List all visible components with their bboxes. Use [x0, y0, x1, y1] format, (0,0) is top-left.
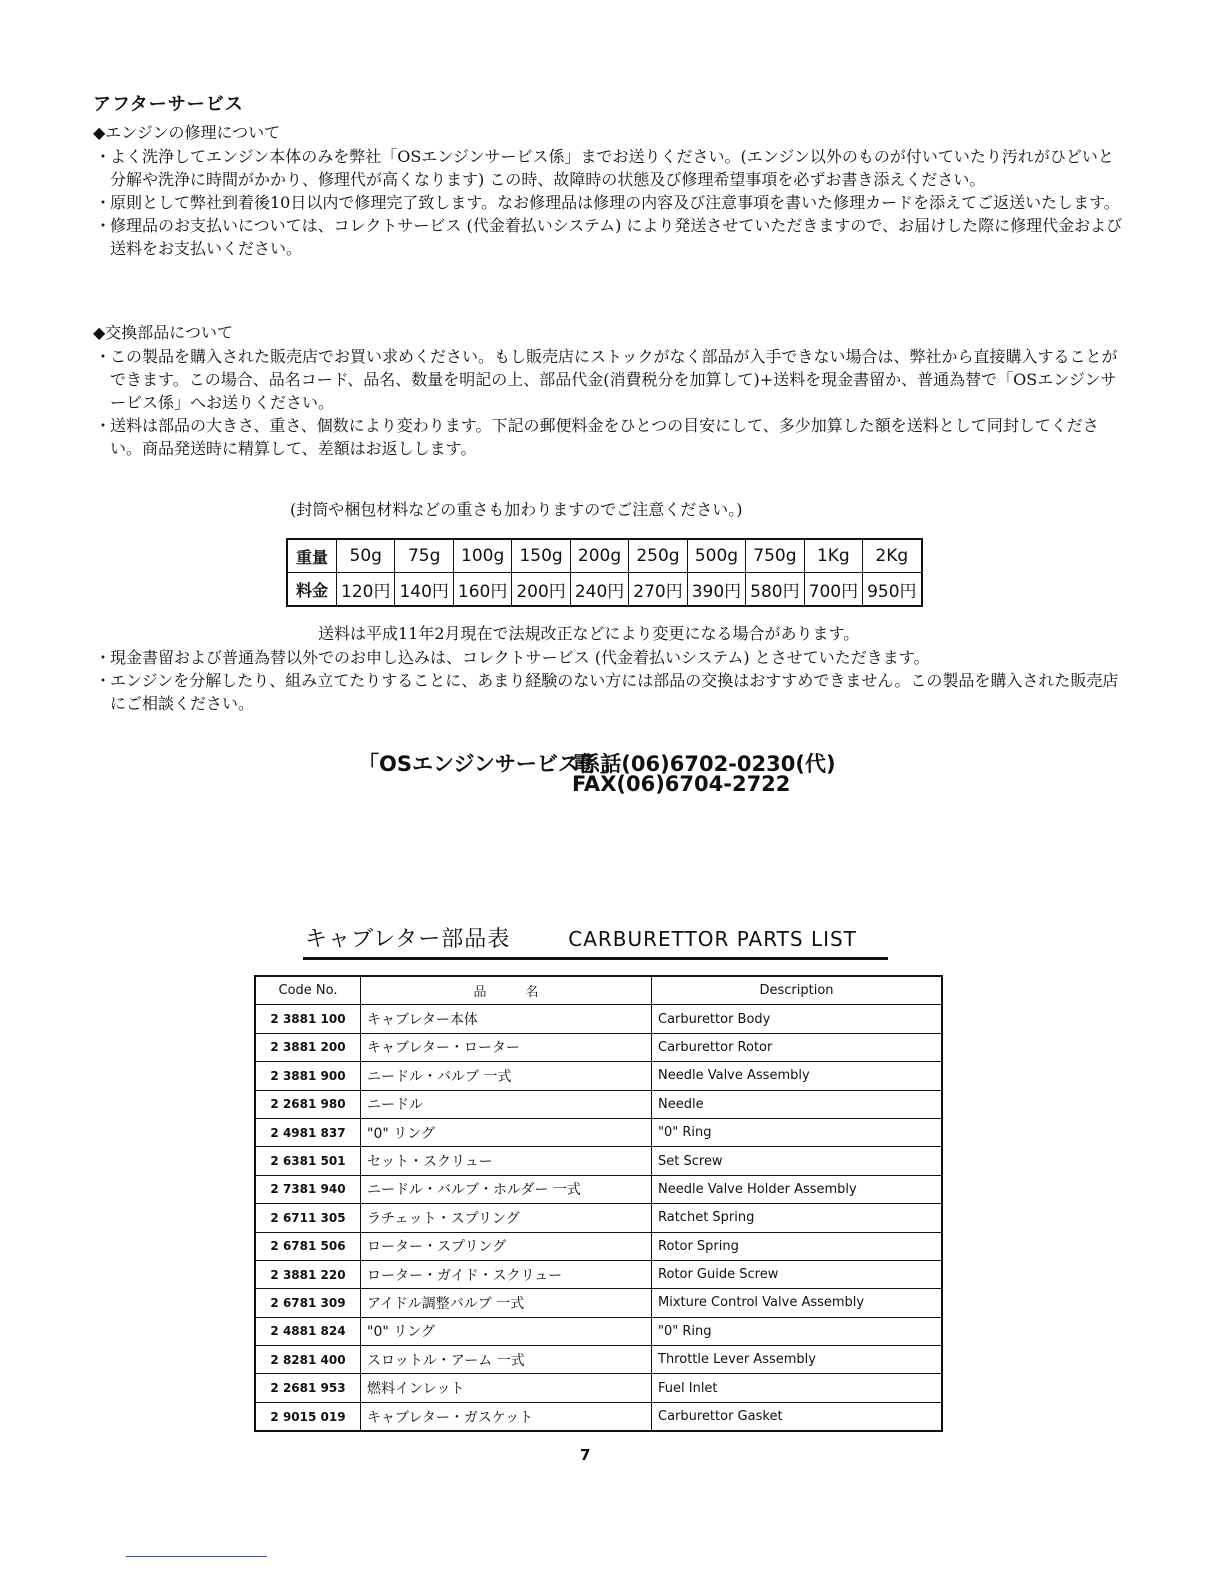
list-item: ・ よく洗浄してエンジン本体のみを弊社「OSエンジンサービス係」までお送りください。(エンジン以外のものが付いていたり汚れがひどいと分解や洗浄に時間がかかり、修理代が高くなります) この時、故障時の状態及び修理希望事項を必ずお書き添えください。	[95, 147, 1114, 189]
fee-cell: 700円	[804, 573, 862, 607]
part-name: ニードル	[361, 1090, 652, 1118]
table-row	[255, 1175, 942, 1203]
weight-cell: 250g	[629, 539, 687, 573]
part-name: キャブレター本体	[361, 1005, 652, 1033]
part-description: Rotor Guide Screw	[652, 1260, 943, 1288]
part-description: Throttle Lever Assembly	[652, 1346, 943, 1374]
repair-list	[95, 145, 1125, 260]
part-code: 2 3881 220	[255, 1260, 361, 1288]
part-name: ローター・ガイド・スクリュー	[361, 1260, 652, 1288]
part-code: 2 6711 305	[255, 1204, 361, 1232]
col-code: Code No.	[255, 976, 361, 1005]
list-item: ・ この製品を購入された販売店でお買い求めください。もし販売店にストックがなく部品が入手できない場合は、弊社から直接購入することができます。この場合、品名コード、品名、数量を明記の上、部品代金(消費税分を加算して)+送料を現金書留か、普通為替で「OSエンジンサービス係」へお送りください。	[95, 347, 1118, 412]
part-description: Fuel Inlet	[652, 1374, 943, 1402]
list-item: ・ 原則として弊社到着後10日以内で修理完了致します。なお修理品は修理の内容及び注意事項を書いた修理カードを添えてご返送いたします。	[95, 193, 1120, 212]
weight-cell: 1Kg	[804, 539, 862, 573]
table-row	[255, 1147, 942, 1175]
parts-info-list	[95, 345, 1125, 460]
table-row	[255, 1402, 942, 1431]
table-row	[255, 1374, 942, 1402]
part-name: ニードル・バルブ 一式	[361, 1062, 652, 1090]
col-description: Description	[652, 976, 943, 1005]
table-row	[255, 1118, 942, 1146]
postage-rate-table	[286, 538, 923, 607]
part-code: 2 3881 100	[255, 1005, 361, 1033]
parts-list-title-en: CARBURETTOR PARTS LIST	[568, 927, 857, 951]
part-description: "0" Ring	[652, 1317, 943, 1345]
part-code: 2 4981 837	[255, 1118, 361, 1146]
part-name: "0" リング	[361, 1118, 652, 1146]
table-row	[255, 1260, 942, 1288]
part-code: 2 7381 940	[255, 1175, 361, 1203]
weight-cell: 200g	[570, 539, 628, 573]
weight-label: 重量	[287, 539, 337, 573]
part-name: キャブレター・ローター	[361, 1033, 652, 1061]
rate-note: 送料は平成11年2月現在で法規改正などにより変更になる場合があります。	[318, 624, 860, 643]
weight-cell: 50g	[337, 539, 395, 573]
part-name: セット・スクリュー	[361, 1147, 652, 1175]
col-name: 品 名	[361, 976, 652, 1005]
fee-cell: 580円	[746, 573, 804, 607]
weight-cell: 500g	[687, 539, 745, 573]
part-name: ラチェット・スプリング	[361, 1204, 652, 1232]
part-code: 2 4881 824	[255, 1317, 361, 1345]
part-description: Needle Valve Holder Assembly	[652, 1175, 943, 1203]
part-description: Needle Valve Assembly	[652, 1062, 943, 1090]
table-row	[255, 1232, 942, 1260]
weight-cell: 100g	[453, 539, 511, 573]
list-item: ・ 修理品のお支払いについては、コレクトサービス (代金着払いシステム) により発送させていただきますので、お届けした際に修理代金および送料をお支払いください。	[95, 216, 1123, 258]
table-row	[255, 1204, 942, 1232]
part-code: 2 6781 309	[255, 1289, 361, 1317]
weight-cell: 75g	[395, 539, 453, 573]
closing-list	[95, 646, 1125, 715]
weight-cell: 750g	[746, 539, 804, 573]
part-description: Carburettor Body	[652, 1005, 943, 1033]
table-row	[255, 1090, 942, 1118]
table-header-row	[255, 976, 942, 1005]
part-name: ローター・スプリング	[361, 1232, 652, 1260]
part-code: 2 2681 980	[255, 1090, 361, 1118]
weight-row	[287, 539, 922, 573]
fee-cell: 160円	[453, 573, 511, 607]
table-row	[255, 1289, 942, 1317]
part-name: "0" リング	[361, 1317, 652, 1345]
part-description: Needle	[652, 1090, 943, 1118]
table-row	[255, 1005, 942, 1033]
list-item: ・ 現金書留および普通為替以外でのお申し込みは、コレクトサービス (代金着払いシステム) とさせていただきます。	[95, 648, 930, 667]
fee-label: 料金	[287, 573, 337, 607]
part-description: Carburettor Rotor	[652, 1033, 943, 1061]
title-underline	[303, 957, 888, 960]
weight-cell: 2Kg	[863, 539, 922, 573]
fee-cell: 390円	[687, 573, 745, 607]
part-description: Carburettor Gasket	[652, 1402, 943, 1431]
fee-cell: 200円	[512, 573, 570, 607]
parts-table	[254, 975, 943, 1432]
contact-fax: FAX(06)6704-2722	[572, 772, 791, 796]
fee-cell: 270円	[629, 573, 687, 607]
weight-cell: 150g	[512, 539, 570, 573]
parts-list-title	[305, 922, 857, 953]
part-code: 2 8281 400	[255, 1346, 361, 1374]
part-name: ニードル・バルブ・ホルダー 一式	[361, 1175, 652, 1203]
footer-rule	[126, 1556, 267, 1557]
fee-row	[287, 573, 922, 607]
part-code: 2 2681 953	[255, 1374, 361, 1402]
part-name: 燃料インレット	[361, 1374, 652, 1402]
fee-cell: 950円	[863, 573, 922, 607]
fee-cell: 140円	[395, 573, 453, 607]
table-row	[255, 1317, 942, 1345]
part-name: アイドル調整バルブ 一式	[361, 1289, 652, 1317]
part-code: 2 6381 501	[255, 1147, 361, 1175]
part-name: スロットル・アーム 一式	[361, 1346, 652, 1374]
table-row	[255, 1062, 942, 1090]
packing-note: (封筒や梱包材料などの重さも加わりますのでご注意ください。)	[290, 500, 743, 519]
part-name: キャブレター・ガスケット	[361, 1402, 652, 1431]
contact-dept: 「OSエンジンサービス係」	[358, 752, 621, 776]
part-description: "0" Ring	[652, 1118, 943, 1146]
fee-cell: 240円	[570, 573, 628, 607]
list-item: ・ 送料は部品の大きさ、重さ、個数により変わります。下記の郵便料金をひとつの目安にして、多少加算した額を送料として同封してください。商品発送時に精算して、差額はお返しします。	[95, 416, 1099, 458]
part-code: 2 9015 019	[255, 1402, 361, 1431]
part-code: 2 6781 506	[255, 1232, 361, 1260]
part-code: 2 3881 900	[255, 1062, 361, 1090]
list-item: ・ エンジンを分解したり、組み立てたりすることに、あまり経験のない方には部品の交換はおすすめできません。この製品を購入された販売店にご相談ください。	[95, 671, 1119, 713]
part-description: Ratchet Spring	[652, 1204, 943, 1232]
part-description: Rotor Spring	[652, 1232, 943, 1260]
part-description: Mixture Control Valve Assembly	[652, 1289, 943, 1317]
parts-list-title-jp: キャブレター部品表	[305, 927, 511, 952]
contact-phone: 電 話(06)6702-0230(代)	[572, 752, 836, 776]
page-number: 7	[580, 1446, 591, 1464]
part-code: 2 3881 200	[255, 1033, 361, 1061]
part-description: Set Screw	[652, 1147, 943, 1175]
page-title: アフターサービス	[93, 94, 244, 115]
parts-heading: ◆交換部品について	[93, 323, 233, 342]
table-row	[255, 1346, 942, 1374]
fee-cell: 120円	[337, 573, 395, 607]
table-row	[255, 1033, 942, 1061]
repair-heading: ◆エンジンの修理について	[93, 123, 281, 142]
